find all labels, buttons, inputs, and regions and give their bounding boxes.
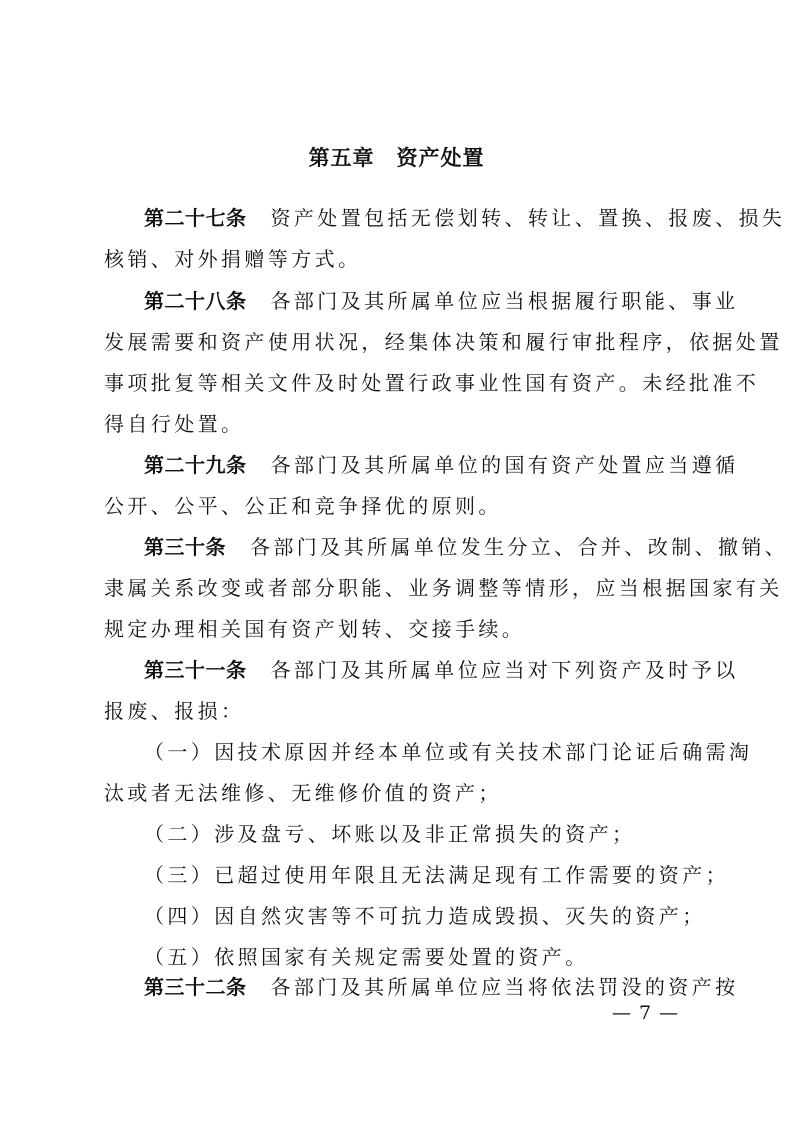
article-28-line-1 — [144, 286, 739, 316]
article-31-item-2: （二）涉及盘亏、坏账以及非正常损失的资产； — [144, 822, 636, 846]
article-number: 第二十八条 — [144, 289, 247, 313]
page-number: — 7 — — [612, 1002, 680, 1024]
article-number: 第三十二条 — [144, 975, 247, 999]
article-29-line-1 — [144, 450, 739, 480]
article-number: 第二十九条 — [144, 453, 247, 477]
article-31-item-1-line-2: 汰或者无法维修、无维修价值的资产； — [104, 781, 502, 805]
article-28-line-2: 发展需要和资产使用状况，经集体决策和履行审批程序，依据处置 — [104, 330, 783, 354]
article-31-item-4: （四）因自然灾害等不可抗力造成毁损、灭失的资产； — [144, 904, 706, 928]
article-number: 第三十条 — [144, 535, 226, 559]
article-text: 各部门及其所属单位的国有资产处置应当遵循 — [270, 453, 739, 477]
article-28-line-3: 事项批复等相关文件及时处置行政事业性国有资产。未经批准不 — [104, 371, 760, 395]
article-text: 资产处置包括无偿划转、转让、置换、报废、损失 — [270, 206, 786, 230]
article-30-line-2: 隶属关系改变或者部分职能、业务调整等情形，应当根据国家有关 — [104, 576, 783, 600]
article-28-line-4: 得自行处置。 — [104, 412, 245, 436]
article-31-item-5: （五）依照国家有关规定需要处置的资产。 — [144, 945, 589, 969]
article-29-line-2: 公开、公平、公正和竞争择优的原则。 — [104, 494, 502, 518]
article-27-line-1 — [144, 203, 785, 233]
article-number: 第三十一条 — [144, 658, 247, 682]
article-text: 各部门及其所属单位应当根据履行职能、事业 — [270, 289, 739, 313]
article-30-line-3: 规定办理相关国有资产划转、交接手续。 — [104, 617, 526, 641]
article-32-line-1 — [144, 972, 739, 1002]
article-31-line-1 — [144, 655, 739, 685]
article-31-item-1-line-1: （一）因技术原因并经本单位或有关技术部门论证后确需淘 — [144, 740, 753, 764]
article-text: 各部门及其所属单位发生分立、合并、改制、撤销、 — [250, 535, 789, 559]
article-30-line-1 — [144, 532, 788, 562]
article-31-item-3: （三）已超过使用年限且无法满足现有工作需要的资产； — [144, 863, 729, 887]
article-number: 第二十七条 — [144, 206, 247, 230]
article-text: 各部门及其所属单位应当对下列资产及时予以 — [270, 658, 739, 682]
chapter-title: 第五章 资产处置 — [308, 146, 485, 170]
article-text: 各部门及其所属单位应当将依法罚没的资产按 — [270, 975, 739, 999]
article-27-line-2: 核销、对外捐赠等方式。 — [104, 247, 362, 271]
article-31-line-2: 报废、报损： — [104, 699, 245, 723]
